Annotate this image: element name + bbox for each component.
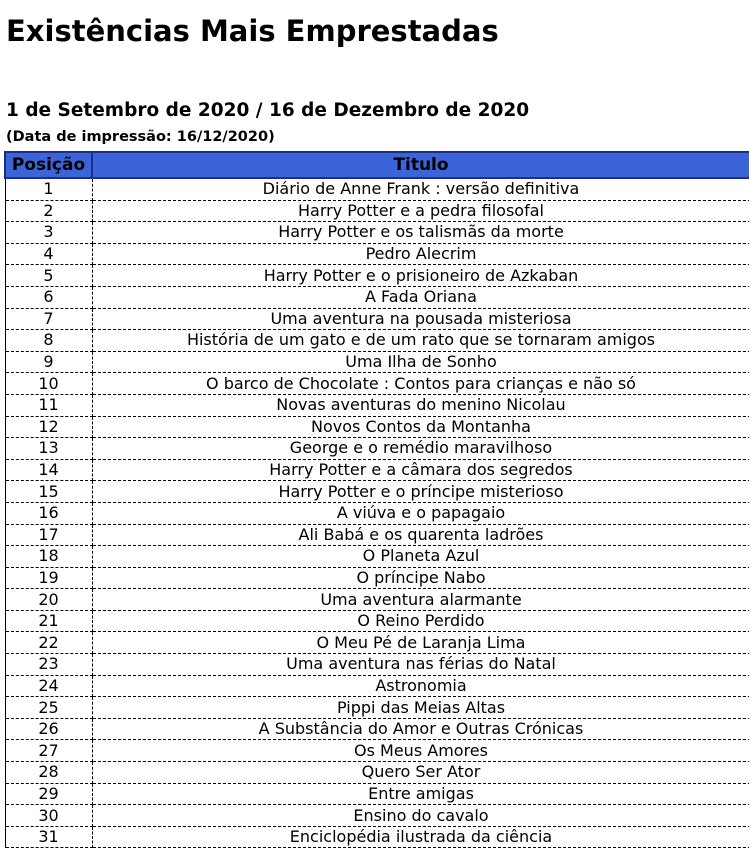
- title-cell: A viúva e o papagaio: [92, 502, 749, 524]
- title-cell: Uma aventura alarmante: [92, 589, 749, 611]
- table-row: [5, 762, 749, 784]
- position-cell: 2: [5, 200, 92, 222]
- table-row: [5, 783, 749, 805]
- title-cell: Enciclopédia ilustrada da ciência: [92, 826, 749, 848]
- table-row: [5, 567, 749, 589]
- ranking-table: [4, 151, 749, 848]
- title-cell: A Fada Oriana: [92, 286, 749, 308]
- position-cell: 26: [5, 718, 92, 740]
- print-date: (Data de impressão: 16/12/2020): [6, 129, 275, 145]
- title-cell: O príncipe Nabo: [92, 567, 749, 589]
- title-cell: Uma Ilha de Sonho: [92, 351, 749, 373]
- table-row: [5, 286, 749, 308]
- position-cell: 9: [5, 351, 92, 373]
- table-row: [5, 697, 749, 719]
- position-cell: 24: [5, 675, 92, 697]
- title-cell: Quero Ser Ator: [92, 762, 749, 784]
- table-row: [5, 610, 749, 632]
- table-header-row: [5, 152, 749, 178]
- title-cell: O Reino Perdido: [92, 610, 749, 632]
- position-cell: 1: [5, 178, 92, 200]
- position-cell: 11: [5, 394, 92, 416]
- position-cell: 8: [5, 330, 92, 352]
- table-row: [5, 416, 749, 438]
- table-row: [5, 805, 749, 827]
- position-cell: 25: [5, 697, 92, 719]
- position-cell: 30: [5, 805, 92, 827]
- title-cell: Uma aventura nas férias do Natal: [92, 654, 749, 676]
- table-row: [5, 481, 749, 503]
- table-row: [5, 740, 749, 762]
- table-body: [5, 178, 749, 848]
- table-row: [5, 546, 749, 568]
- position-cell: 20: [5, 589, 92, 611]
- title-cell: Harry Potter e o príncipe misterioso: [92, 481, 749, 503]
- position-cell: 10: [5, 373, 92, 395]
- title-cell: História de um gato e de um rato que se tornaram amigos: [92, 330, 749, 352]
- table-row: [5, 222, 749, 244]
- title-cell: Astronomia: [92, 675, 749, 697]
- table-row: [5, 178, 749, 200]
- position-cell: 19: [5, 567, 92, 589]
- title-cell: O barco de Chocolate : Contos para crianças e não só: [92, 373, 749, 395]
- table-row: [5, 265, 749, 287]
- title-cell: Pedro Alecrim: [92, 243, 749, 265]
- position-cell: 31: [5, 826, 92, 848]
- position-cell: 12: [5, 416, 92, 438]
- title-cell: Uma aventura na pousada misteriosa: [92, 308, 749, 330]
- title-cell: George e o remédio maravilhoso: [92, 438, 749, 460]
- position-cell: 17: [5, 524, 92, 546]
- title-cell: Ensino do cavalo: [92, 805, 749, 827]
- column-header-position: Posição: [5, 152, 92, 178]
- table-row: [5, 330, 749, 352]
- title-cell: Entre amigas: [92, 783, 749, 805]
- position-cell: 21: [5, 610, 92, 632]
- position-cell: 7: [5, 308, 92, 330]
- table-row: [5, 200, 749, 222]
- position-cell: 4: [5, 243, 92, 265]
- title-cell: Diário de Anne Frank : versão definitiva: [92, 178, 749, 200]
- position-cell: 23: [5, 654, 92, 676]
- table-row: [5, 654, 749, 676]
- table-row: [5, 589, 749, 611]
- position-cell: 13: [5, 438, 92, 460]
- position-cell: 22: [5, 632, 92, 654]
- position-cell: 28: [5, 762, 92, 784]
- table-row: [5, 524, 749, 546]
- title-cell: Os Meus Amores: [92, 740, 749, 762]
- title-cell: Harry Potter e a pedra filosofal: [92, 200, 749, 222]
- title-cell: Harry Potter e o prisioneiro de Azkaban: [92, 265, 749, 287]
- table-row: [5, 632, 749, 654]
- table-row: [5, 373, 749, 395]
- report-title: Existências Mais Emprestadas: [6, 14, 499, 48]
- title-cell: Pippi das Meias Altas: [92, 697, 749, 719]
- title-cell: O Planeta Azul: [92, 546, 749, 568]
- position-cell: 14: [5, 459, 92, 481]
- table-row: [5, 351, 749, 373]
- table-row: [5, 675, 749, 697]
- table-row: [5, 459, 749, 481]
- title-cell: Novos Contos da Montanha: [92, 416, 749, 438]
- title-cell: O Meu Pé de Laranja Lima: [92, 632, 749, 654]
- title-cell: Harry Potter e a câmara dos segredos: [92, 459, 749, 481]
- title-cell: Novas aventuras do menino Nicolau: [92, 394, 749, 416]
- column-header-title: Titulo: [92, 152, 749, 178]
- table-row: [5, 243, 749, 265]
- position-cell: 6: [5, 286, 92, 308]
- title-cell: A Substância do Amor e Outras Crónicas: [92, 718, 749, 740]
- position-cell: 3: [5, 222, 92, 244]
- position-cell: 16: [5, 502, 92, 524]
- table-row: [5, 502, 749, 524]
- position-cell: 15: [5, 481, 92, 503]
- table-row: [5, 718, 749, 740]
- position-cell: 27: [5, 740, 92, 762]
- position-cell: 18: [5, 546, 92, 568]
- report-period: 1 de Setembro de 2020 / 16 de Dezembro de 2020: [6, 100, 530, 121]
- position-cell: 5: [5, 265, 92, 287]
- table-row: [5, 438, 749, 460]
- table-row: [5, 394, 749, 416]
- position-cell: 29: [5, 783, 92, 805]
- table-row: [5, 308, 749, 330]
- title-cell: Harry Potter e os talismãs da morte: [92, 222, 749, 244]
- title-cell: Ali Babá e os quarenta ladrões: [92, 524, 749, 546]
